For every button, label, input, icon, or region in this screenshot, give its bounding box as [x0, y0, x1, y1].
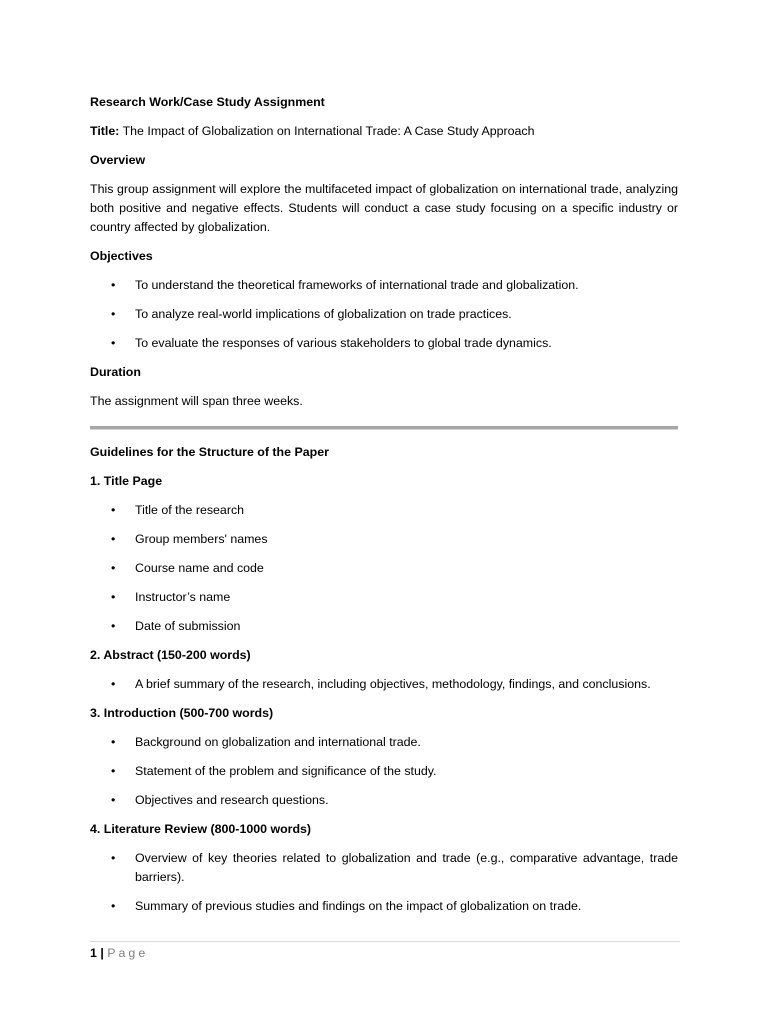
guidelines-heading: Guidelines for the Structure of the Paper: [90, 444, 329, 459]
list-item: [90, 501, 678, 520]
section-heading-literature-review: 4. Literature Review (800-1000 words): [90, 821, 312, 836]
literature-review-list: [90, 849, 678, 916]
abstract-list: [90, 675, 678, 694]
list-item: [90, 588, 678, 607]
list-item-text: A brief summary of the research, including objectives, methodology, findings, and conclusions.: [135, 676, 651, 691]
bullet: •: [111, 560, 116, 575]
footer-separator: |: [100, 946, 104, 960]
overview-text: This group assignment will explore the multifaceted impact of globalization on international trade, analyzing both positive and negative effects. Students will conduct a case study focusing on a specific industry or country affected by globalization.: [90, 182, 678, 235]
list-item-text: To understand the theoretical frameworks of international trade and globalization.: [135, 278, 579, 293]
list-item: [90, 849, 678, 887]
title-page-list: [90, 501, 678, 636]
overview-heading: Overview: [90, 153, 146, 167]
list-item-text: Statement of the problem and significance of the study.: [135, 763, 437, 778]
page-number: 1: [90, 946, 97, 960]
bullet: •: [111, 502, 116, 517]
list-item-text: To analyze real-world implications of globalization on trade practices.: [135, 307, 512, 322]
duration-heading: Duration: [90, 365, 141, 380]
page-label: Page: [107, 946, 149, 960]
title-line: [90, 122, 678, 141]
list-item-text: Background on globalization and international trade.: [135, 734, 421, 749]
list-item-text: Title of the research: [135, 502, 245, 517]
title-label: Title:: [90, 124, 120, 138]
introduction-list: [90, 733, 678, 810]
list-item: [90, 897, 678, 916]
list-item-text: Overview of key theories related to globalization and trade (e.g., comparative advantage, trade barriers).: [135, 850, 678, 884]
section-heading-introduction: 3. Introduction (500-700 words): [90, 705, 274, 720]
objectives-heading: Objectives: [90, 249, 153, 264]
bullet: •: [111, 792, 116, 807]
list-item: [90, 559, 678, 578]
list-item: [90, 762, 678, 781]
list-item-text: Summary of previous studies and findings on the impact of globalization on trade.: [135, 898, 582, 913]
bullet: •: [111, 734, 116, 749]
bullet: •: [111, 307, 116, 322]
bullet: •: [111, 278, 116, 293]
list-item: [90, 733, 678, 752]
list-item: [90, 530, 678, 549]
bullet: •: [111, 589, 116, 604]
page-footer: [90, 941, 680, 962]
bullet: •: [111, 763, 116, 778]
document-heading: Research Work/Case Study Assignment: [90, 95, 325, 109]
document-body: [90, 93, 678, 926]
list-item-text: Date of submission: [135, 618, 241, 633]
bullet: •: [111, 336, 116, 351]
list-item-text: Group members' names: [135, 531, 268, 546]
section-heading-title-page: 1. Title Page: [90, 473, 163, 488]
list-item-text: Instructor’s name: [135, 589, 231, 604]
horizontal-divider: [90, 426, 678, 430]
objectives-list: [90, 276, 678, 353]
list-item: [90, 791, 678, 810]
list-item: [90, 334, 678, 353]
bullet: •: [111, 531, 116, 546]
bullet: •: [111, 898, 116, 913]
list-item: [90, 276, 678, 295]
section-heading-abstract: 2. Abstract (150-200 words): [90, 647, 251, 662]
duration-text: The assignment will span three weeks.: [90, 394, 303, 409]
list-item-text: Course name and code: [135, 560, 264, 575]
bullet: •: [111, 850, 116, 865]
list-item: [90, 617, 678, 636]
list-item: [90, 675, 678, 694]
bullet: •: [111, 618, 116, 633]
title-text: The Impact of Globalization on International Trade: A Case Study Approach: [119, 124, 535, 138]
list-item-text: To evaluate the responses of various stakeholders to global trade dynamics.: [135, 336, 552, 351]
list-item-text: Objectives and research questions.: [135, 792, 329, 807]
list-item: [90, 305, 678, 324]
bullet: •: [111, 676, 116, 691]
